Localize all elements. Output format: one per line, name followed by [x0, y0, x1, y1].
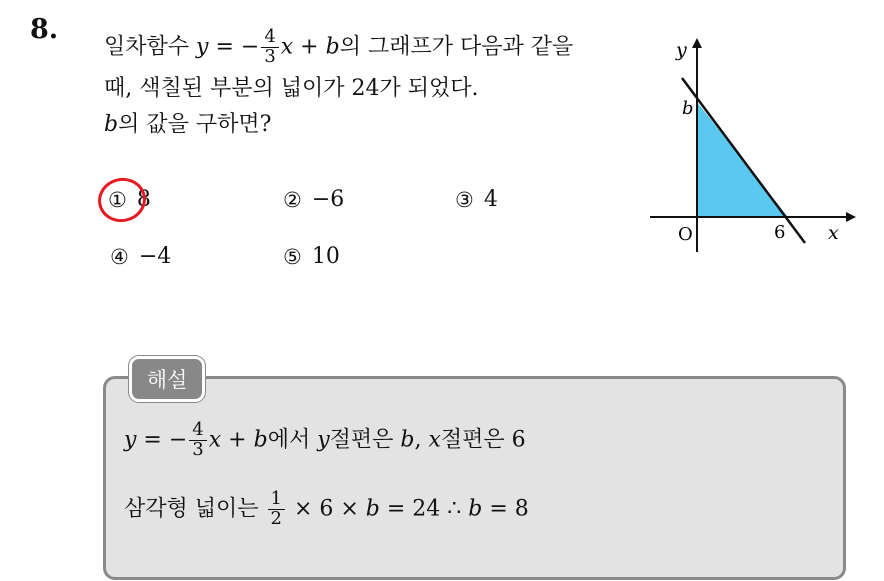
question-line-1 [104, 28, 573, 67]
choice-5[interactable] [283, 244, 340, 269]
var-b: b [468, 496, 483, 522]
answer-value: = 8 [482, 496, 529, 522]
var-x: x [428, 427, 441, 453]
solution-text: 절편은 6 [440, 427, 526, 453]
fraction [189, 421, 206, 460]
choice-value: 8 [136, 187, 151, 212]
equals-minus: = − [208, 34, 260, 60]
origin-label: O [678, 224, 693, 245]
fraction-denominator: 3 [192, 438, 204, 460]
question-text: 의 값을 구하면? [118, 112, 272, 137]
question-line-3 [104, 114, 271, 136]
solution-text: 절편은 [329, 427, 401, 453]
var-x: x [208, 427, 222, 453]
var-y: y [317, 427, 330, 453]
b-label: b [682, 98, 694, 119]
solution-tag: 해설 [129, 356, 205, 402]
x-intercept-label: 6 [774, 222, 786, 243]
plus: + [221, 427, 254, 453]
equals-minus: = − [136, 427, 188, 453]
solution-box [103, 376, 846, 580]
solution-text: 에서 [267, 427, 318, 453]
choice-marker: ① [108, 187, 127, 212]
fraction-denominator: 3 [264, 45, 276, 67]
var-b: b [325, 34, 340, 60]
choice-4[interactable] [110, 244, 171, 269]
x-axis-label: x [828, 222, 839, 244]
choice-2[interactable] [283, 187, 344, 212]
fraction-numerator: 4 [261, 28, 278, 48]
fraction-denominator: 2 [270, 507, 282, 529]
solution-line-2 [124, 490, 529, 529]
var-b: b [104, 112, 119, 137]
fraction-numerator: 1 [268, 490, 285, 510]
choice-marker: ③ [455, 187, 474, 212]
calculation: × 6 × [286, 496, 366, 522]
fraction [261, 28, 278, 67]
choice-value: 10 [311, 244, 340, 269]
question-line-2: 때, 색칠된 부분의 넓이가 24가 되었다. [104, 76, 479, 101]
choice-value: −4 [138, 244, 172, 269]
choice-3[interactable] [455, 187, 498, 212]
x-axis-arrow-icon [846, 212, 856, 222]
question-number: 8. [30, 14, 59, 45]
var-y: y [124, 427, 137, 453]
y-axis-label: y [676, 39, 687, 61]
selected-answer-circle [94, 173, 150, 226]
y-axis-arrow-icon [692, 38, 702, 48]
calculation: = 24 ∴ [379, 496, 469, 522]
comma: , [414, 427, 429, 453]
var-y: y [196, 34, 209, 60]
choice-value: −6 [311, 187, 345, 212]
linear-function-graph [640, 30, 860, 260]
fraction-numerator: 4 [189, 421, 206, 441]
plus: + [293, 34, 326, 60]
choice-marker: ④ [110, 244, 129, 269]
choice-value: 4 [483, 187, 498, 212]
solution-text: 삼각형 넓이는 [124, 496, 266, 522]
var-b: b [253, 427, 268, 453]
choice-marker: ⑤ [283, 244, 302, 269]
solution-line-1 [124, 421, 526, 460]
var-x: x [280, 34, 294, 60]
question-text-suffix: 의 그래프가 다음과 같을 [339, 34, 574, 60]
choice-marker: ② [283, 187, 302, 212]
var-b: b [365, 496, 380, 522]
question-text: 일차함수 [104, 34, 197, 60]
half-fraction [268, 490, 285, 529]
var-b: b [400, 427, 415, 453]
